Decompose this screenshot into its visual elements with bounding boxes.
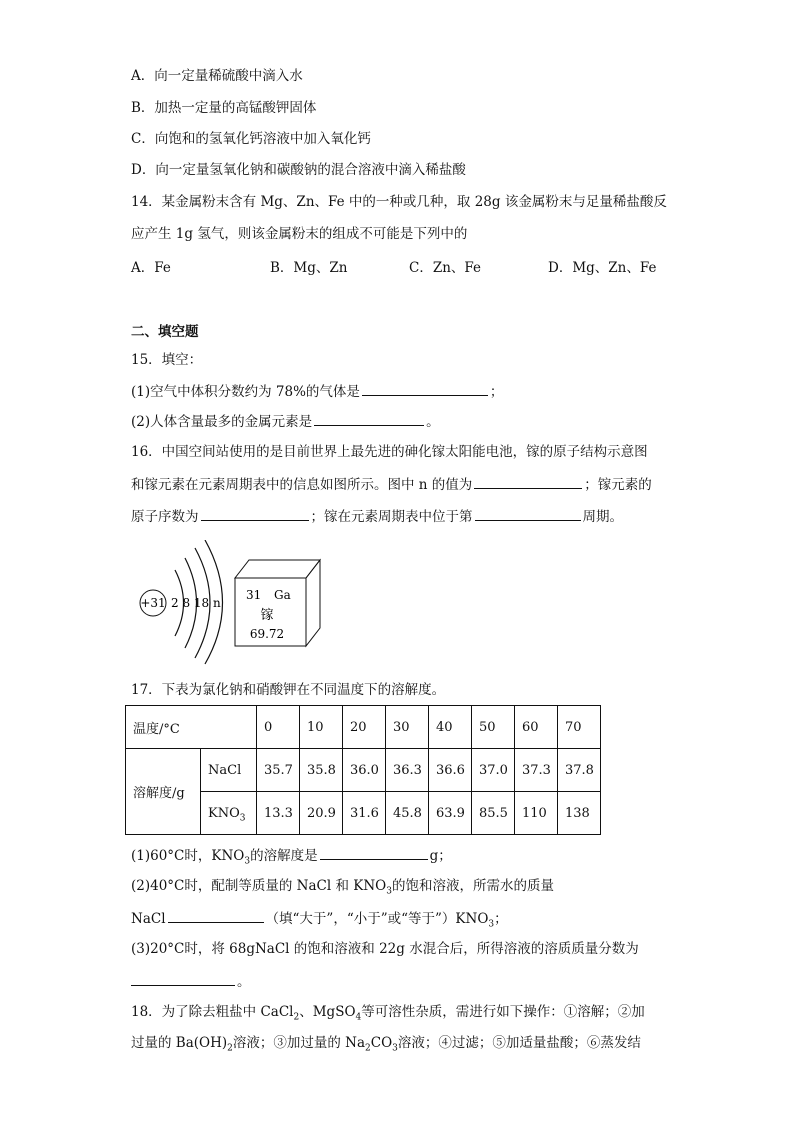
q17-part2-a: (2)40°C时，配制等质量的 NaCl 和 KNO bbox=[131, 878, 387, 894]
table-cell: 37.8 bbox=[558, 749, 601, 792]
q17-part1 bbox=[131, 845, 452, 865]
table-cell: 60 bbox=[515, 706, 558, 749]
q16-line2-end: ；镓元素的 bbox=[584, 477, 652, 493]
q18-l1c: 等可溶性杂质，需进行如下操作：①溶解；②加 bbox=[361, 1004, 645, 1020]
q17-title: 17．下表为氯化钠和硝酸钾在不同温度下的溶解度。 bbox=[131, 682, 446, 698]
table-cell: 35.7 bbox=[257, 749, 300, 792]
gallium-diagram bbox=[130, 540, 350, 665]
table-cell: 36.3 bbox=[386, 749, 429, 792]
answer-blank[interactable] bbox=[131, 971, 235, 986]
table-cell: 37.3 bbox=[515, 749, 558, 792]
q18-line1 bbox=[131, 1003, 645, 1021]
q16-line3-mid: ；镓在元素周期表中位于第 bbox=[310, 509, 473, 525]
q14-option-d: D．Mg、Zn、Fe bbox=[548, 260, 657, 276]
q16-line3-text: 原子序数为 bbox=[131, 509, 199, 525]
subscript: 3 bbox=[488, 919, 495, 930]
q18-l2d: 溶液；④过滤；⑤加适量盐酸；⑥蒸发结 bbox=[397, 1035, 641, 1051]
q17-part2-e: ； bbox=[494, 911, 508, 927]
subscript: 4 bbox=[355, 1012, 362, 1023]
table-cell: 85.5 bbox=[472, 792, 515, 835]
q15-title: 15．填空： bbox=[131, 352, 203, 368]
q15-part2 bbox=[131, 411, 440, 431]
q16-line3-end: 周期。 bbox=[582, 509, 623, 525]
q17-part2-c: NaCl bbox=[131, 911, 166, 927]
solubility-header: 溶解度/g bbox=[126, 749, 201, 835]
table-cell: 36.0 bbox=[343, 749, 386, 792]
q15-part2-end: 。 bbox=[426, 414, 440, 430]
kno3-label-text: KNO bbox=[208, 805, 240, 821]
q18-line2 bbox=[131, 1034, 641, 1052]
diagram-svg bbox=[130, 540, 350, 665]
q14-option-a: A．Fe bbox=[131, 260, 171, 276]
solubility-table bbox=[125, 705, 601, 835]
table-cell: 31.6 bbox=[343, 792, 386, 835]
q14-option-c: C．Zn、Fe bbox=[409, 260, 482, 276]
table-cell: 40 bbox=[429, 706, 472, 749]
q15-part1 bbox=[131, 381, 503, 401]
q17-part1-b: 的溶解度是 bbox=[250, 848, 318, 864]
table-cell: 37.0 bbox=[472, 749, 515, 792]
q17-part2-b: 的饱和溶液，所需水的质量 bbox=[391, 878, 554, 894]
subscript: 3 bbox=[392, 1043, 398, 1054]
q13-option-d: D．向一定量氢氧化钠和碳酸钠的混合溶液中滴入稀盐酸 bbox=[131, 162, 466, 178]
table-cell: 35.8 bbox=[300, 749, 343, 792]
subscript: 3 bbox=[244, 856, 251, 867]
q14-stem-line2: 应产生 1g 氢气，则该金属粉末的组成不可能是下列中的 bbox=[131, 226, 468, 242]
table-cell: 0 bbox=[257, 706, 300, 749]
q15-part1-text: (1)空气中体积分数约为 78%的气体是 bbox=[131, 384, 360, 400]
table-cell: 50 bbox=[472, 706, 515, 749]
table-cell: 45.8 bbox=[386, 792, 429, 835]
q15-part1-end: ； bbox=[489, 384, 504, 400]
answer-blank[interactable] bbox=[475, 506, 581, 521]
q17-part2-d: （填“大于”，“小于”或“等于”）KNO bbox=[265, 911, 489, 927]
q15-part2-text: (2)人体含量最多的金属元素是 bbox=[131, 414, 313, 430]
answer-blank[interactable] bbox=[314, 411, 424, 426]
answer-blank[interactable] bbox=[320, 845, 428, 860]
q17-part3: (3)20°C时，将 68gNaCl 的饱和溶液和 22g 水混合后，所得溶液的溶质质量分数为 bbox=[131, 941, 639, 957]
q17-part1-a: (1)60°C时，KNO bbox=[131, 848, 245, 864]
q18-l2b: 溶液；③加过量的 Na bbox=[232, 1035, 366, 1051]
table-cell: 36.6 bbox=[429, 749, 472, 792]
q17-part3-end: 。 bbox=[237, 974, 251, 990]
subscript: 2 bbox=[365, 1043, 371, 1054]
table-cell: 20.9 bbox=[300, 792, 343, 835]
temp-header: 温度/°C bbox=[126, 706, 257, 749]
subscript: 2 bbox=[227, 1043, 233, 1054]
shell-electrons: 2 8 18 n bbox=[171, 596, 221, 610]
table-cell: 30 bbox=[386, 706, 429, 749]
q16-line2 bbox=[131, 474, 652, 494]
kno3-label-sub: 3 bbox=[239, 813, 246, 824]
section-title: 二、填空题 bbox=[131, 324, 199, 340]
q16-line1: 16．中国空间站使用的是目前世界上最先进的砷化镓太阳能电池，镓的原子结构示意图 bbox=[131, 444, 648, 460]
element-symbol: Ga bbox=[274, 588, 291, 602]
element-number: 31 bbox=[246, 588, 262, 602]
q13-option-b: B．加热一定量的高锰酸钾固体 bbox=[131, 100, 317, 116]
table-cell: 138 bbox=[558, 792, 601, 835]
q17-part1-c: g； bbox=[429, 848, 452, 864]
answer-blank[interactable] bbox=[474, 474, 582, 489]
q13-option-a: A．向一定量稀硫酸中滴入水 bbox=[131, 68, 303, 84]
cube-side bbox=[306, 560, 320, 646]
q17-part3-answer bbox=[131, 971, 251, 991]
q18-l1a: 18．为了除去粗盐中 CaCl bbox=[131, 1004, 294, 1020]
q18-l2a: 过量的 Ba(OH) bbox=[131, 1035, 228, 1051]
table-row bbox=[126, 706, 601, 749]
element-name: 镓 bbox=[260, 608, 274, 623]
table-cell: 63.9 bbox=[429, 792, 472, 835]
nacl-label: NaCl bbox=[201, 749, 257, 792]
q14-stem-line1: 14．某金属粉末含有 Mg、Zn、Fe 中的一种或几种，取 28g 该金属粉末与足量稀盐酸反 bbox=[131, 194, 667, 210]
subscript: 3 bbox=[386, 886, 392, 897]
q16-line3 bbox=[131, 506, 623, 526]
subscript: 2 bbox=[293, 1012, 300, 1023]
table-cell: 10 bbox=[300, 706, 343, 749]
answer-blank[interactable] bbox=[201, 506, 309, 521]
q14-option-b: B．Mg、Zn bbox=[270, 260, 348, 276]
q18-l2c: CO bbox=[370, 1035, 393, 1051]
q13-option-c: C．向饱和的氢氧化钙溶液中加入氧化钙 bbox=[131, 131, 371, 147]
answer-blank[interactable] bbox=[168, 908, 264, 923]
element-mass: 69.72 bbox=[249, 627, 285, 641]
answer-blank[interactable] bbox=[362, 381, 488, 396]
q18-l1b: 、MgSO bbox=[299, 1004, 356, 1020]
q17-part2-line1 bbox=[131, 877, 554, 895]
table-cell: 110 bbox=[515, 792, 558, 835]
nucleus-charge: +31 bbox=[140, 596, 166, 610]
table-row bbox=[126, 749, 601, 792]
table-cell: 20 bbox=[343, 706, 386, 749]
kno3-label bbox=[201, 792, 257, 835]
table-cell: 13.3 bbox=[257, 792, 300, 835]
q16-line2-text: 和镓元素在元素周期表中的信息如图所示。图中 n 的值为 bbox=[131, 477, 473, 493]
q17-part2-line2 bbox=[131, 908, 508, 928]
table-cell: 70 bbox=[558, 706, 601, 749]
cube-top bbox=[235, 560, 320, 578]
